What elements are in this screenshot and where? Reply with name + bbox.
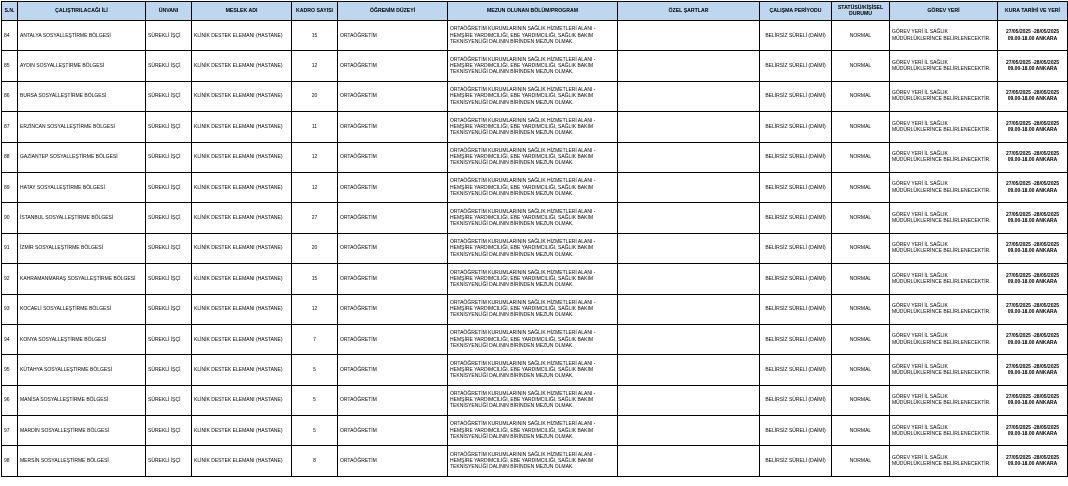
cell-unvan: SÜREKLİ İŞÇİ (146, 385, 192, 415)
header-sn: S.N. (2, 2, 18, 21)
cell-gorev: GÖREV YERİ İL SAĞLIK MÜDÜRLÜKLERİNCE BELİRLENECEKTİR. (890, 385, 998, 415)
cell-ogrenim: ORTAÖĞRETİM (338, 355, 448, 385)
cell-statu: NORMAL (832, 446, 890, 476)
cell-il: GAZİANTEP SOSYALLEŞTİRME BÖLGESİ (18, 142, 146, 172)
cell-kura: 27/05/2025 -28/05/2025 09.00-18.00 ANKARA (998, 112, 1068, 142)
cell-mezun: ORTAÖĞRETİM KURUMLARININ SAĞLIK HİZMETLERİ ALANI - HEMŞİRE YARDIMCILIĞI, EBE YARDIMCILIĞI, SAĞLIK BAKIM TEKNİSYENLİĞİ DALININ BİRİNDEN MEZUN OLMAK. (448, 355, 618, 385)
cell-kura: 27/05/2025 -28/05/2025 09.00-18.00 ANKARA (998, 81, 1068, 111)
cell-mezun: ORTAÖĞRETİM KURUMLARININ SAĞLIK HİZMETLERİ ALANI - HEMŞİRE YARDIMCILIĞI, EBE YARDIMCILIĞI, SAĞLIK BAKIM TEKNİSYENLİĞİ DALININ BİRİNDEN MEZUN OLMAK. (448, 324, 618, 354)
cell-statu: NORMAL (832, 355, 890, 385)
cell-mezun: ORTAÖĞRETİM KURUMLARININ SAĞLIK HİZMETLERİ ALANI - HEMŞİRE YARDIMCILIĞI, EBE YARDIMCILIĞI, SAĞLIK BAKIM TEKNİSYENLİĞİ DALININ BİRİNDEN MEZUN OLMAK. (448, 112, 618, 142)
cell-meslek: KLİNİK DESTEK ELEMANI (HASTANE) (192, 81, 292, 111)
cell-kura: 27/05/2025 -28/05/2025 09.00-18.00 ANKARA (998, 21, 1068, 51)
cell-il: HATAY SOSYALLEŞTİRME BÖLGESİ (18, 172, 146, 202)
cell-gorev: GÖREV YERİ İL SAĞLIK MÜDÜRLÜKLERİNCE BELİRLENECEKTİR. (890, 203, 998, 233)
cell-kura: 27/05/2025 -28/05/2025 09.00-18.00 ANKARA (998, 233, 1068, 263)
cell-ogrenim: ORTAÖĞRETİM (338, 233, 448, 263)
cell-gorev: GÖREV YERİ İL SAĞLIK MÜDÜRLÜKLERİNCE BELİRLENECEKTİR. (890, 446, 998, 476)
cell-meslek: KLİNİK DESTEK ELEMANI (HASTANE) (192, 172, 292, 202)
cell-kura: 27/05/2025 -28/05/2025 09.00-18.00 ANKARA (998, 355, 1068, 385)
cell-kura: 27/05/2025 -28/05/2025 09.00-18.00 ANKARA (998, 385, 1068, 415)
header-kura: KURA TARİHİ VE YERİ (998, 2, 1068, 21)
cell-meslek: KLİNİK DESTEK ELEMANI (HASTANE) (192, 203, 292, 233)
cell-sn: 96 (2, 385, 18, 415)
cell-statu: NORMAL (832, 112, 890, 142)
cell-meslek: KLİNİK DESTEK ELEMANI (HASTANE) (192, 446, 292, 476)
header-meslek: MESLEK ADI (192, 2, 292, 21)
header-calisma: ÇALIŞMA PERİYODU (760, 2, 832, 21)
cell-meslek: KLİNİK DESTEK ELEMANI (HASTANE) (192, 385, 292, 415)
cell-sn: 94 (2, 324, 18, 354)
cell-statu: NORMAL (832, 416, 890, 446)
cell-sn: 87 (2, 112, 18, 142)
cell-ozel (618, 264, 760, 294)
cell-sn: 92 (2, 264, 18, 294)
cell-unvan: SÜREKLİ İŞÇİ (146, 355, 192, 385)
cell-mezun: ORTAÖĞRETİM KURUMLARININ SAĞLIK HİZMETLERİ ALANI - HEMŞİRE YARDIMCILIĞI, EBE YARDIMCILIĞI, SAĞLIK BAKIM TEKNİSYENLİĞİ DALININ BİRİNDEN MEZUN OLMAK. (448, 51, 618, 81)
cell-kura: 27/05/2025 -28/05/2025 09.00-18.00 ANKARA (998, 264, 1068, 294)
cell-il: MANİSA SOSYALLEŞTİRME BÖLGESİ (18, 385, 146, 415)
cell-calisma: BELİRSİZ SÜRELİ (DAİMİ) (760, 142, 832, 172)
cell-il: MARDİN SOSYALLEŞTİRME BÖLGESİ (18, 416, 146, 446)
table-row (2, 264, 1068, 294)
cell-meslek: KLİNİK DESTEK ELEMANI (HASTANE) (192, 112, 292, 142)
cell-ozel (618, 324, 760, 354)
table-row (2, 21, 1068, 51)
cell-calisma: BELİRSİZ SÜRELİ (DAİMİ) (760, 324, 832, 354)
cell-sn: 86 (2, 81, 18, 111)
cell-meslek: KLİNİK DESTEK ELEMANI (HASTANE) (192, 142, 292, 172)
cell-calisma: BELİRSİZ SÜRELİ (DAİMİ) (760, 233, 832, 263)
cell-ogrenim: ORTAÖĞRETİM (338, 81, 448, 111)
cell-gorev: GÖREV YERİ İL SAĞLIK MÜDÜRLÜKLERİNCE BELİRLENECEKTİR. (890, 172, 998, 202)
cell-il: AYDIN SOSYALLEŞTİRME BÖLGESİ (18, 51, 146, 81)
table-row (2, 446, 1068, 476)
cell-calisma: BELİRSİZ SÜRELİ (DAİMİ) (760, 416, 832, 446)
cell-ozel (618, 21, 760, 51)
table-row (2, 112, 1068, 142)
cell-kura: 27/05/2025 -28/05/2025 09.00-18.00 ANKARA (998, 446, 1068, 476)
cell-sn: 88 (2, 142, 18, 172)
cell-ogrenim: ORTAÖĞRETİM (338, 385, 448, 415)
cell-kadro: 15 (292, 264, 338, 294)
cell-gorev: GÖREV YERİ İL SAĞLIK MÜDÜRLÜKLERİNCE BELİRLENECEKTİR. (890, 51, 998, 81)
header-statu: STATÜSÜ/KİŞİSEL DURUMU (832, 2, 890, 21)
cell-calisma: BELİRSİZ SÜRELİ (DAİMİ) (760, 21, 832, 51)
cell-calisma: BELİRSİZ SÜRELİ (DAİMİ) (760, 355, 832, 385)
cell-ogrenim: ORTAÖĞRETİM (338, 172, 448, 202)
header-ogrenim: ÖĞRENİM DÜZEYİ (338, 2, 448, 21)
cell-il: BURSA SOSYALLEŞTİRME BÖLGESİ (18, 81, 146, 111)
cell-gorev: GÖREV YERİ İL SAĞLIK MÜDÜRLÜKLERİNCE BELİRLENECEKTİR. (890, 142, 998, 172)
cell-gorev: GÖREV YERİ İL SAĞLIK MÜDÜRLÜKLERİNCE BELİRLENECEKTİR. (890, 112, 998, 142)
cell-unvan: SÜREKLİ İŞÇİ (146, 81, 192, 111)
cell-kadro: 5 (292, 416, 338, 446)
cell-mezun: ORTAÖĞRETİM KURUMLARININ SAĞLIK HİZMETLERİ ALANI - HEMŞİRE YARDIMCILIĞI, EBE YARDIMCILIĞI, SAĞLIK BAKIM TEKNİSYENLİĞİ DALININ BİRİNDEN MEZUN OLMAK. (448, 81, 618, 111)
header-mezun: MEZUN OLUNAN BÖLÜM/PROGRAM (448, 2, 618, 21)
cell-ogrenim: ORTAÖĞRETİM (338, 416, 448, 446)
cell-ogrenim: ORTAÖĞRETİM (338, 142, 448, 172)
job-listing-table (1, 1, 1068, 477)
cell-statu: NORMAL (832, 203, 890, 233)
cell-calisma: BELİRSİZ SÜRELİ (DAİMİ) (760, 294, 832, 324)
table-row (2, 51, 1068, 81)
cell-il: MERSİN SOSYALLEŞTİRME BÖLGESİ (18, 446, 146, 476)
cell-il: İZMİR SOSYALLEŞTİRME BÖLGESİ (18, 233, 146, 263)
cell-meslek: KLİNİK DESTEK ELEMANI (HASTANE) (192, 355, 292, 385)
table-row (2, 355, 1068, 385)
cell-kura: 27/05/2025 -28/05/2025 09.00-18.00 ANKARA (998, 294, 1068, 324)
cell-ozel (618, 416, 760, 446)
cell-kadro: 12 (292, 172, 338, 202)
cell-il: ERZİNCAN SOSYALLEŞTİRME BÖLGESİ (18, 112, 146, 142)
cell-il: KOCAELİ SOSYALLEŞTİRME BÖLGESİ (18, 294, 146, 324)
table-row (2, 294, 1068, 324)
cell-gorev: GÖREV YERİ İL SAĞLIK MÜDÜRLÜKLERİNCE BELİRLENECEKTİR. (890, 21, 998, 51)
cell-ogrenim: ORTAÖĞRETİM (338, 294, 448, 324)
cell-mezun: ORTAÖĞRETİM KURUMLARININ SAĞLIK HİZMETLERİ ALANI - HEMŞİRE YARDIMCILIĞI, EBE YARDIMCILIĞI, SAĞLIK BAKIM TEKNİSYENLİĞİ DALININ BİRİNDEN MEZUN OLMAK. (448, 385, 618, 415)
cell-mezun: ORTAÖĞRETİM KURUMLARININ SAĞLIK HİZMETLERİ ALANI - HEMŞİRE YARDIMCILIĞI, EBE YARDIMCILIĞI, SAĞLIK BAKIM TEKNİSYENLİĞİ DALININ BİRİNDEN MEZUN OLMAK. (448, 264, 618, 294)
cell-mezun: ORTAÖĞRETİM KURUMLARININ SAĞLIK HİZMETLERİ ALANI - HEMŞİRE YARDIMCILIĞI, EBE YARDIMCILIĞI, SAĞLIK BAKIM TEKNİSYENLİĞİ DALININ BİRİNDEN MEZUN OLMAK. (448, 294, 618, 324)
cell-meslek: KLİNİK DESTEK ELEMANI (HASTANE) (192, 416, 292, 446)
cell-sn: 90 (2, 203, 18, 233)
cell-ogrenim: ORTAÖĞRETİM (338, 51, 448, 81)
cell-unvan: SÜREKLİ İŞÇİ (146, 112, 192, 142)
cell-unvan: SÜREKLİ İŞÇİ (146, 51, 192, 81)
cell-sn: 89 (2, 172, 18, 202)
header-row (2, 2, 1068, 21)
cell-ozel (618, 172, 760, 202)
cell-mezun: ORTAÖĞRETİM KURUMLARININ SAĞLIK HİZMETLERİ ALANI - HEMŞİRE YARDIMCILIĞI, EBE YARDIMCILIĞI, SAĞLIK BAKIM TEKNİSYENLİĞİ DALININ BİRİNDEN MEZUN OLMAK. (448, 233, 618, 263)
cell-mezun: ORTAÖĞRETİM KURUMLARININ SAĞLIK HİZMETLERİ ALANI - HEMŞİRE YARDIMCILIĞI, EBE YARDIMCILIĞI, SAĞLIK BAKIM TEKNİSYENLİĞİ DALININ BİRİNDEN MEZUN OLMAK. (448, 142, 618, 172)
cell-ozel (618, 385, 760, 415)
cell-meslek: KLİNİK DESTEK ELEMANI (HASTANE) (192, 264, 292, 294)
cell-sn: 97 (2, 416, 18, 446)
cell-gorev: GÖREV YERİ İL SAĞLIK MÜDÜRLÜKLERİNCE BELİRLENECEKTİR. (890, 416, 998, 446)
cell-sn: 91 (2, 233, 18, 263)
header-ozel: ÖZEL ŞARTLAR (618, 2, 760, 21)
cell-meslek: KLİNİK DESTEK ELEMANI (HASTANE) (192, 233, 292, 263)
cell-statu: NORMAL (832, 324, 890, 354)
cell-mezun: ORTAÖĞRETİM KURUMLARININ SAĞLIK HİZMETLERİ ALANI - HEMŞİRE YARDIMCILIĞI, EBE YARDIMCILIĞI, SAĞLIK BAKIM TEKNİSYENLİĞİ DALININ BİRİNDEN MEZUN OLMAK. (448, 416, 618, 446)
cell-calisma: BELİRSİZ SÜRELİ (DAİMİ) (760, 112, 832, 142)
cell-unvan: SÜREKLİ İŞÇİ (146, 142, 192, 172)
cell-kadro: 11 (292, 112, 338, 142)
cell-gorev: GÖREV YERİ İL SAĞLIK MÜDÜRLÜKLERİNCE BELİRLENECEKTİR. (890, 294, 998, 324)
cell-kadro: 12 (292, 51, 338, 81)
cell-calisma: BELİRSİZ SÜRELİ (DAİMİ) (760, 385, 832, 415)
cell-ogrenim: ORTAÖĞRETİM (338, 324, 448, 354)
cell-unvan: SÜREKLİ İŞÇİ (146, 446, 192, 476)
table-row (2, 142, 1068, 172)
cell-kura: 27/05/2025 -28/05/2025 09.00-18.00 ANKARA (998, 172, 1068, 202)
cell-ogrenim: ORTAÖĞRETİM (338, 112, 448, 142)
cell-statu: NORMAL (832, 21, 890, 51)
cell-mezun: ORTAÖĞRETİM KURUMLARININ SAĞLIK HİZMETLERİ ALANI - HEMŞİRE YARDIMCILIĞI, EBE YARDIMCILIĞI, SAĞLIK BAKIM TEKNİSYENLİĞİ DALININ BİRİNDEN MEZUN OLMAK. (448, 172, 618, 202)
cell-kura: 27/05/2025 -28/05/2025 09.00-18.00 ANKARA (998, 203, 1068, 233)
cell-unvan: SÜREKLİ İŞÇİ (146, 21, 192, 51)
cell-meslek: KLİNİK DESTEK ELEMANI (HASTANE) (192, 51, 292, 81)
cell-ozel (618, 142, 760, 172)
cell-ozel (618, 203, 760, 233)
cell-ozel (618, 233, 760, 263)
table-row (2, 385, 1068, 415)
cell-sn: 84 (2, 21, 18, 51)
cell-ogrenim: ORTAÖĞRETİM (338, 264, 448, 294)
cell-ozel (618, 112, 760, 142)
cell-ozel (618, 81, 760, 111)
header-kadro: KADRO SAYISI (292, 2, 338, 21)
cell-statu: NORMAL (832, 385, 890, 415)
cell-ozel (618, 355, 760, 385)
cell-gorev: GÖREV YERİ İL SAĞLIK MÜDÜRLÜKLERİNCE BELİRLENECEKTİR. (890, 264, 998, 294)
cell-statu: NORMAL (832, 142, 890, 172)
cell-ogrenim: ORTAÖĞRETİM (338, 203, 448, 233)
cell-gorev: GÖREV YERİ İL SAĞLIK MÜDÜRLÜKLERİNCE BELİRLENECEKTİR. (890, 81, 998, 111)
cell-statu: NORMAL (832, 294, 890, 324)
cell-calisma: BELİRSİZ SÜRELİ (DAİMİ) (760, 172, 832, 202)
cell-statu: NORMAL (832, 81, 890, 111)
cell-kura: 27/05/2025 -28/05/2025 09.00-18.00 ANKARA (998, 142, 1068, 172)
table-body (2, 21, 1068, 477)
cell-sn: 95 (2, 355, 18, 385)
cell-ozel (618, 51, 760, 81)
cell-kura: 27/05/2025 -28/05/2025 09.00-18.00 ANKARA (998, 324, 1068, 354)
header-unvan: ÜNVANI (146, 2, 192, 21)
cell-sn: 85 (2, 51, 18, 81)
cell-il: İSTANBUL SOSYALLEŞTİRME BÖLGESİ (18, 203, 146, 233)
cell-calisma: BELİRSİZ SÜRELİ (DAİMİ) (760, 81, 832, 111)
table-row (2, 416, 1068, 446)
cell-calisma: BELİRSİZ SÜRELİ (DAİMİ) (760, 51, 832, 81)
cell-calisma: BELİRSİZ SÜRELİ (DAİMİ) (760, 203, 832, 233)
cell-unvan: SÜREKLİ İŞÇİ (146, 203, 192, 233)
cell-mezun: ORTAÖĞRETİM KURUMLARININ SAĞLIK HİZMETLERİ ALANI - HEMŞİRE YARDIMCILIĞI, EBE YARDIMCILIĞI, SAĞLIK BAKIM TEKNİSYENLİĞİ DALININ BİRİNDEN MEZUN OLMAK. (448, 21, 618, 51)
cell-ogrenim: ORTAÖĞRETİM (338, 446, 448, 476)
cell-meslek: KLİNİK DESTEK ELEMANI (HASTANE) (192, 21, 292, 51)
cell-kadro: 15 (292, 21, 338, 51)
cell-kadro: 20 (292, 233, 338, 263)
cell-statu: NORMAL (832, 264, 890, 294)
cell-calisma: BELİRSİZ SÜRELİ (DAİMİ) (760, 264, 832, 294)
cell-kadro: 20 (292, 81, 338, 111)
cell-kadro: 27 (292, 203, 338, 233)
cell-statu: NORMAL (832, 172, 890, 202)
cell-unvan: SÜREKLİ İŞÇİ (146, 324, 192, 354)
cell-gorev: GÖREV YERİ İL SAĞLIK MÜDÜRLÜKLERİNCE BELİRLENECEKTİR. (890, 355, 998, 385)
cell-il: KONYA SOSYALLEŞTİRME BÖLGESİ (18, 324, 146, 354)
cell-unvan: SÜREKLİ İŞÇİ (146, 172, 192, 202)
cell-unvan: SÜREKLİ İŞÇİ (146, 264, 192, 294)
cell-il: KAHRAMANMARAŞ SOSYALLEŞTİRME BÖLGESİ (18, 264, 146, 294)
header-il: ÇALIŞTIRILACAĞI İLİ (18, 2, 146, 21)
cell-sn: 93 (2, 294, 18, 324)
table-row (2, 172, 1068, 202)
cell-mezun: ORTAÖĞRETİM KURUMLARININ SAĞLIK HİZMETLERİ ALANI - HEMŞİRE YARDIMCILIĞI, EBE YARDIMCILIĞI, SAĞLIK BAKIM TEKNİSYENLİĞİ DALININ BİRİNDEN MEZUN OLMAK. (448, 446, 618, 476)
cell-kura: 27/05/2025 -28/05/2025 09.00-18.00 ANKARA (998, 51, 1068, 81)
cell-sn: 98 (2, 446, 18, 476)
cell-mezun: ORTAÖĞRETİM KURUMLARININ SAĞLIK HİZMETLERİ ALANI - HEMŞİRE YARDIMCILIĞI, EBE YARDIMCILIĞI, SAĞLIK BAKIM TEKNİSYENLİĞİ DALININ BİRİNDEN MEZUN OLMAK. (448, 203, 618, 233)
table-row (2, 203, 1068, 233)
cell-kadro: 5 (292, 355, 338, 385)
cell-gorev: GÖREV YERİ İL SAĞLIK MÜDÜRLÜKLERİNCE BELİRLENECEKTİR. (890, 233, 998, 263)
cell-il: ANTALYA SOSYALLEŞTİRME BÖLGESİ (18, 21, 146, 51)
header-gorev: GÖREV YERİ (890, 2, 998, 21)
cell-calisma: BELİRSİZ SÜRELİ (DAİMİ) (760, 446, 832, 476)
table-row (2, 81, 1068, 111)
cell-unvan: SÜREKLİ İŞÇİ (146, 233, 192, 263)
cell-kura: 27/05/2025 -28/05/2025 09.00-18.00 ANKARA (998, 416, 1068, 446)
cell-statu: NORMAL (832, 51, 890, 81)
cell-kadro: 8 (292, 446, 338, 476)
cell-kadro: 7 (292, 324, 338, 354)
cell-kadro: 12 (292, 142, 338, 172)
cell-unvan: SÜREKLİ İŞÇİ (146, 294, 192, 324)
cell-kadro: 5 (292, 385, 338, 415)
cell-gorev: GÖREV YERİ İL SAĞLIK MÜDÜRLÜKLERİNCE BELİRLENECEKTİR. (890, 324, 998, 354)
cell-ozel (618, 446, 760, 476)
table-row (2, 324, 1068, 354)
cell-ozel (618, 294, 760, 324)
table-row (2, 233, 1068, 263)
cell-unvan: SÜREKLİ İŞÇİ (146, 416, 192, 446)
cell-meslek: KLİNİK DESTEK ELEMANI (HASTANE) (192, 324, 292, 354)
cell-ogrenim: ORTAÖĞRETİM (338, 21, 448, 51)
cell-meslek: KLİNİK DESTEK ELEMANI (HASTANE) (192, 294, 292, 324)
cell-kadro: 12 (292, 294, 338, 324)
cell-il: KÜTAHYA SOSYALLEŞTİRME BÖLGESİ (18, 355, 146, 385)
cell-statu: NORMAL (832, 233, 890, 263)
